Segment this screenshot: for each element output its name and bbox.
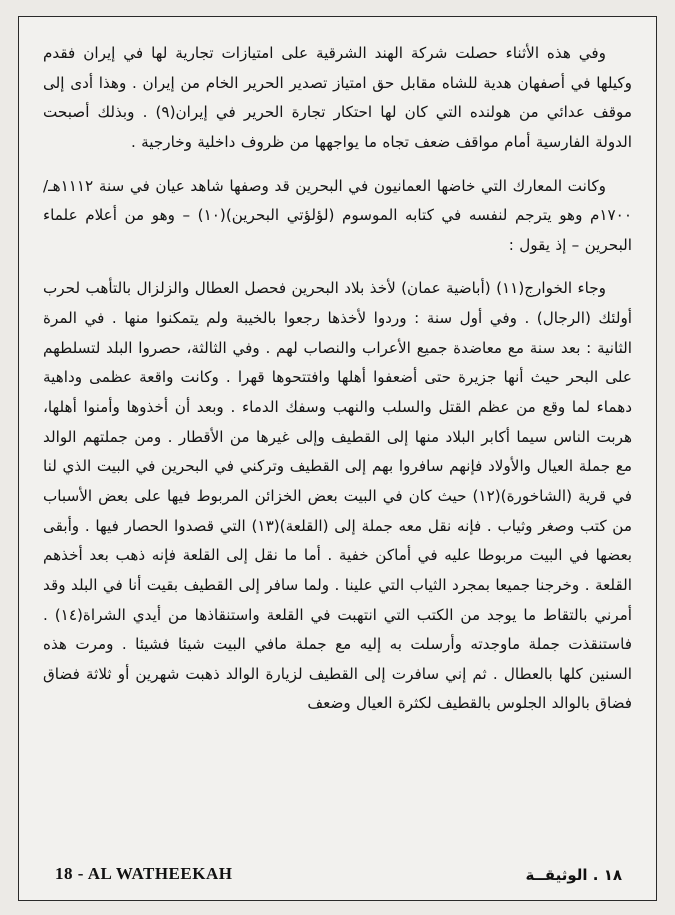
footer-journal-name-latin: 18 - AL WATHEEKAH: [55, 864, 233, 883]
footer-journal-name-arabic: ١٨ . الوثيقــة: [525, 866, 622, 884]
paragraph-3: وجاء الخوارج(١١) (أباضية عمان) لأخذ بلاد البحرين فحصل العطال والزلزال بالتأهب لحرب أولئك (الرجال) . وفي أول سنة : وردوا لأخذها رجعوا بالخيبة ولم يتمكنوا منها . في المرة الثانية : بعد سنة مع معاضدة جميع الأعراب والنصاب لهم . وفي الثالثة، حصروا البلد لتسلطهم على البحر حيث أنها جزيرة حتى أضعفوا أهلها وافتتحوها قهرا . وكانت واقعة عظمى وداهية دهماء لما وقع من عظم القتل والسلب والنهب وسفك الدماء . وبعد أن أخذوها وأمنوا أهلها، هربت الناس سيما أكابر البلاد منها إلى القطيف وإلى غيرها من الأقطار . ومن جملتهم الوالد مع جملة العيال والأولاد فإنهم سافروا بهم إلى القطيف وتركني في البحرين في البيت الذي لنا في قرية (الشاخورة)(١٢) حيث كان في البيت بعض الخزائن المربوط فيها على بعض الأسباب من كتب وصغر وثياب . فإنه نقل معه جملة إلى (القلعة)(١٣) التي قصدوا الحصار فيها . وأبقى بعضها في البيت مربوطا عليه في أماكن خفية . أما ما نقل إلى القلعة فإنه ذهب بعد أخذهم القلعة . وخرجنا جميعا بمجرد الثياب التي علينا . ولما سافر إلى القطيف بقيت أنا في البلد وقد أمرني بالتقاط ما يوجد من الكتب التي انتهبت في القلعة واستنقاذها من أيدي الشراة(١٤) . فاستنقذت جملة ماوجدته وأرسلت به إليه مع جملة مافي البيت شيئا فشيئا . ومرت هذه السنين كلها بالعطال . ثم إني سافرت إلى القطيف لزيارة الوالد ذهبت شهرين أو ثلاثة فضاق فضاق بالوالد الجلوس بالقطيف لكثرة العيال وضعف: [43, 279, 632, 713]
paragraph-spacer: [43, 160, 632, 172]
paragraph-1: وفي هذه الأثناء حصلت شركة الهند الشرقية على امتيازات تجارية لها في إيران فقدم وكيلها في أصفهان هدية للشاه مقابل حق امتياز تصدير الحرير الخام من إيران . وهذا أدى إلى موقف عدائي من هولنده التي كان لها احتكار تجارة الحرير في إيران(٩) . وبذلك أصبحت الدولة الفارسية أمام مواقف ضعف تجاه ما يواجهها من ظروف داخلية وخارجية .: [43, 44, 632, 151]
document-body: [43, 39, 632, 844]
paragraph-spacer: [43, 262, 632, 274]
page-border-frame: [18, 16, 657, 901]
page-footer: [43, 858, 632, 884]
paragraph-2: وكانت المعارك التي خاضها العمانيون في البحرين قد وصفها شاهد عيان في سنة ١١١٢هـ/١٧٠٠م وهو يترجم لنفسه في كتابه الموسوم (لؤلؤتي البحرين)(١٠) – وهو من أعلام علماء البحرين – إذ يقول :: [43, 176, 632, 254]
